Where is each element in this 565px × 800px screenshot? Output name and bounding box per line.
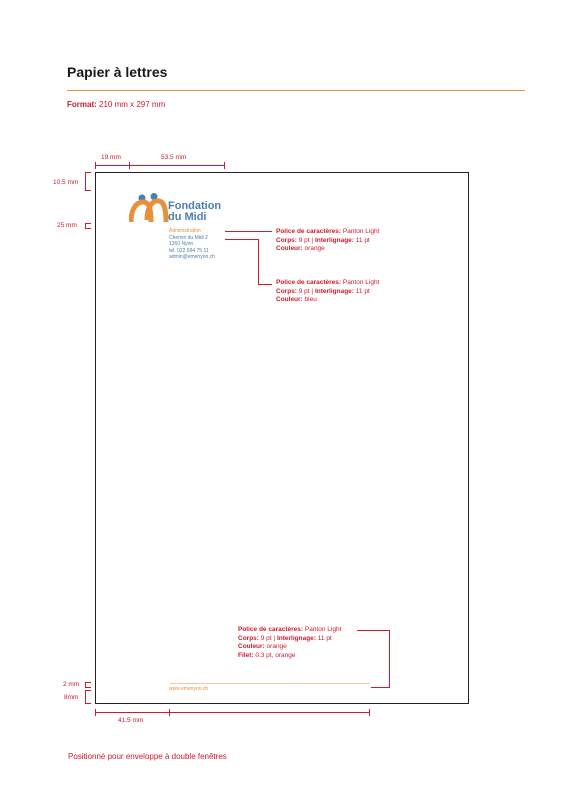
dim-tick bbox=[369, 709, 370, 716]
format-line bbox=[67, 100, 165, 109]
dim-tick bbox=[85, 690, 91, 691]
address-line4: tel. 022 994 75 11 bbox=[169, 247, 209, 254]
leader-line-spec2 bbox=[258, 284, 272, 285]
address-line5: admin@emenyon.ch bbox=[169, 254, 215, 260]
dim-top-right: 53.5 mm bbox=[161, 154, 187, 161]
dim-top-left: 19 mm bbox=[101, 154, 121, 161]
spec-block-3: Police de caractères: Panton Light Corps: 9 pt | Interlignage: 11 pt Couleur: orange Filet: 0.3 pt, orange bbox=[238, 626, 342, 659]
dim-tick bbox=[85, 223, 91, 224]
dim-left-logo: 25 mm bbox=[57, 222, 77, 229]
dim-left-bottom2: 8mm bbox=[64, 694, 79, 701]
leader-line-spec2 bbox=[225, 239, 258, 240]
logo-line1: Fondation bbox=[168, 200, 222, 212]
spec-block-2: Police de caractères: Panton Light Corps: 9 pt | Interlignage: 11 pt Couleur: bleu bbox=[276, 279, 380, 303]
address-line1: Administration bbox=[169, 228, 201, 234]
format-label: Format: bbox=[67, 100, 97, 109]
format-value: 210 mm x 297 mm bbox=[99, 100, 166, 109]
logo-line2: du Midi bbox=[168, 211, 207, 223]
address-line3: 1260 Nyon bbox=[169, 241, 194, 247]
dim-tick bbox=[95, 162, 96, 169]
foundation-logo-icon bbox=[129, 192, 169, 224]
dim-line-bottom bbox=[95, 712, 370, 713]
dim-tick bbox=[85, 228, 91, 229]
footer-rule bbox=[170, 683, 370, 684]
dim-left-bottom1: 2 mm bbox=[63, 681, 80, 688]
dim-tick bbox=[95, 709, 96, 716]
dim-tick bbox=[85, 703, 91, 704]
dim-tick bbox=[85, 190, 91, 191]
spec-block-1: Police de caractères: Panton Light Corps: 9 pt | Interlignage: 11 pt Couleur: orange bbox=[276, 228, 380, 252]
dim-tick bbox=[85, 682, 91, 683]
footer-url: www.emenyon.ch bbox=[169, 686, 209, 692]
logo-text bbox=[168, 201, 221, 223]
leader-line-spec1 bbox=[225, 231, 272, 232]
dim-line-left-bottom2 bbox=[85, 690, 86, 704]
leader-line-spec2 bbox=[258, 239, 259, 285]
dim-line-top-left bbox=[95, 165, 129, 166]
dim-left-top: 10.5 mm bbox=[53, 179, 79, 186]
leader-line-spec3 bbox=[389, 630, 390, 688]
page-title: Papier à lettres bbox=[67, 64, 168, 80]
dim-tick bbox=[85, 172, 91, 173]
title-rule bbox=[67, 90, 525, 91]
address-block bbox=[169, 228, 215, 261]
dim-tick bbox=[85, 687, 91, 688]
leader-line-spec3 bbox=[357, 630, 389, 631]
address-line2: Chemin du Midi 2 bbox=[169, 234, 208, 241]
dim-line-top-right bbox=[129, 165, 224, 166]
dim-tick bbox=[169, 709, 170, 716]
caption: Positionné pour enveloppe à double fenêtres bbox=[68, 752, 227, 761]
dim-bottom: 41.5 mm bbox=[118, 717, 144, 724]
leader-line-spec3 bbox=[371, 687, 390, 688]
dim-line-left-top bbox=[85, 172, 86, 191]
dim-tick bbox=[224, 162, 225, 169]
